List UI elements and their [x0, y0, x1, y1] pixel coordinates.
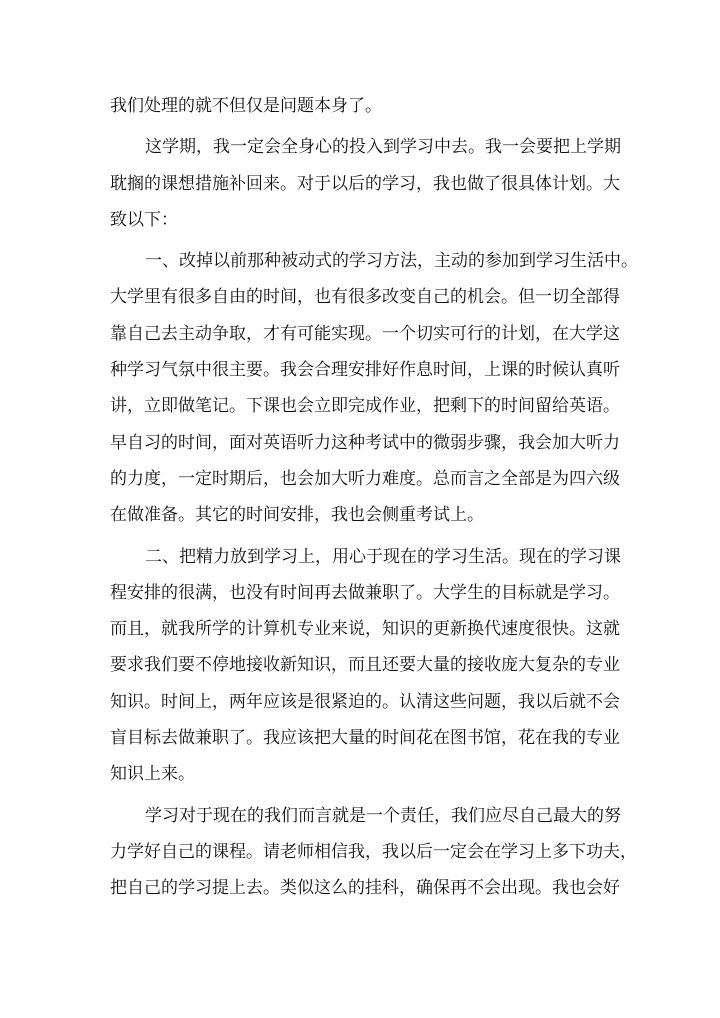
text-line: 致以下：: [110, 209, 178, 230]
text-line: 盲目标去做兼职了。我应该把大量的时间花在图书馆，花在我的专业: [110, 728, 620, 749]
text-line: 大学里有很多自由的时间，也有很多改变自己的机会。但一切全部得: [110, 287, 620, 308]
text-line: 讲，立即做笔记。下课也会立即完成作业，把剩下的时间留给英语。: [110, 396, 620, 417]
text-line: 学习对于现在的我们而言就是一个责任，我们应尽自己最大的努: [145, 805, 621, 826]
text-line: 而且，就我所学的计算机专业来说，知识的更新换代速度很快。这就: [110, 619, 620, 640]
text-line: 二、把精力放到学习上，用心于现在的学习生活。现在的学习课: [145, 546, 621, 567]
text-line: 在做准备。其它的时间安排，我也会侧重考试上。: [110, 505, 484, 526]
text-line: 靠自己去主动争取，才有可能实现。一个切实可行的计划，在大学这: [110, 323, 620, 344]
text-line: 程安排的很满，也没有时间再去做兼职了。大学生的目标就是学习。: [110, 582, 620, 603]
text-line: 的力度，一定时期后，也会加大听力难度。总而言之全部是为四六级: [110, 468, 620, 489]
text-line: 力学好自己的课程。请老师相信我，我以后一定会在学习上多下功夫，: [110, 841, 637, 862]
text-line: 把自己的学习提上去。类似这么的挂科，确保再不会出现。我也会好: [110, 878, 620, 899]
text-line: 耽搁的课想措施补回来。对于以后的学习，我也做了很具体计划。大: [110, 173, 620, 194]
text-line: 要求我们要不停地接收新知识，而且还要大量的接收庞大复杂的专业: [110, 655, 620, 676]
text-line: 一、改掉以前那种被动式的学习方法，主动的参加到学习生活中。: [145, 251, 638, 272]
text-line: 种学习气氛中很主要。我会合理安排好作息时间，上课的时候认真听: [110, 360, 620, 381]
text-line: 早自习的时间，面对英语听力这种考试中的微弱步骤，我会加大听力: [110, 432, 620, 453]
text-line: 知识上来。: [110, 764, 195, 785]
text-line: 知识。时间上，两年应该是很紧迫的。认清这些问题，我以后就不会: [110, 691, 620, 712]
text-line: 我们处理的就不但仅是问题本身了。: [110, 96, 382, 116]
text-line: 这学期，我一定会全身心的投入到学习中去。我一会要把上学期: [145, 137, 621, 158]
document-body: [110, 88, 638, 907]
